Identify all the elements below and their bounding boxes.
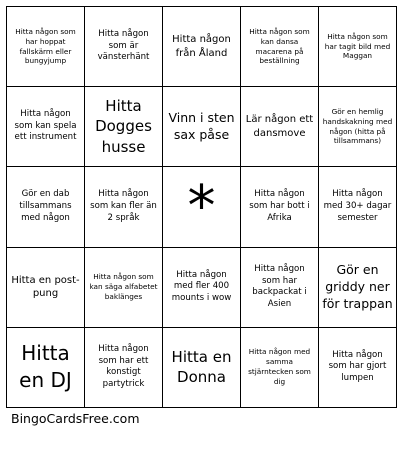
bingo-cell[interactable]: Gör en dab tillsammans med någon: [7, 167, 85, 248]
bingo-cell[interactable]: Hitta en post-pung: [7, 247, 85, 327]
bingo-cell[interactable]: Hitta någon som har backpackat i Asien: [241, 247, 319, 327]
bingo-row: [7, 247, 397, 327]
bingo-cell[interactable]: Hitta någon som kan dansa macarena på beställning: [241, 7, 319, 87]
bingo-cell[interactable]: Hitta en DJ: [7, 327, 85, 407]
bingo-cell[interactable]: Hitta någon med samma stjärntecken som dig: [241, 327, 319, 407]
bingo-cell[interactable]: Hitta någon som har ett konstigt partytrick: [85, 327, 163, 407]
bingo-cell[interactable]: Hitta någon med 30+ dagar semester: [319, 167, 397, 248]
bingo-cell[interactable]: Hitta någon med fler 400 mounts i wow: [163, 247, 241, 327]
bingo-cell[interactable]: Hitta någon som har hoppat fallskärm eller bungyjump: [7, 7, 85, 87]
bingo-cell[interactable]: Hitta en Donna: [163, 327, 241, 407]
bingo-board: [6, 6, 397, 408]
bingo-row: [7, 7, 397, 87]
bingo-grid: [7, 7, 397, 408]
bingo-cell[interactable]: Hitta någon från Åland: [163, 7, 241, 87]
bingo-row: [7, 327, 397, 407]
bingo-cell[interactable]: Hitta någon som kan fler än 2 språk: [85, 167, 163, 248]
bingo-cell[interactable]: Gör en hemlig handskakning med någon (hitta på tillsammans): [319, 87, 397, 167]
site-credit: BingoCardsFree.com: [11, 411, 140, 426]
bingo-cell[interactable]: Hitta någon som kan spela ett instrument: [7, 87, 85, 167]
bingo-row: [7, 167, 397, 248]
bingo-cell[interactable]: Gör en griddy ner för trappan: [319, 247, 397, 327]
bingo-cell[interactable]: Hitta någon som har bott i Afrika: [241, 167, 319, 248]
bingo-cell[interactable]: Lär någon ett dansmove: [241, 87, 319, 167]
free-space-cell[interactable]: *: [163, 167, 241, 248]
bingo-cell[interactable]: Hitta någon som kan säga alfabetet baklänges: [85, 247, 163, 327]
bingo-row: [7, 87, 397, 167]
bingo-cell[interactable]: Hitta någon som är vänsterhänt: [85, 7, 163, 87]
bingo-cell[interactable]: Hitta Dogges husse: [85, 87, 163, 167]
bingo-cell[interactable]: Hitta någon som har gjort lumpen: [319, 327, 397, 407]
bingo-cell[interactable]: Vinn i sten sax påse: [163, 87, 241, 167]
bingo-cell[interactable]: Hitta någon som har tagit bild med Maggan: [319, 7, 397, 87]
